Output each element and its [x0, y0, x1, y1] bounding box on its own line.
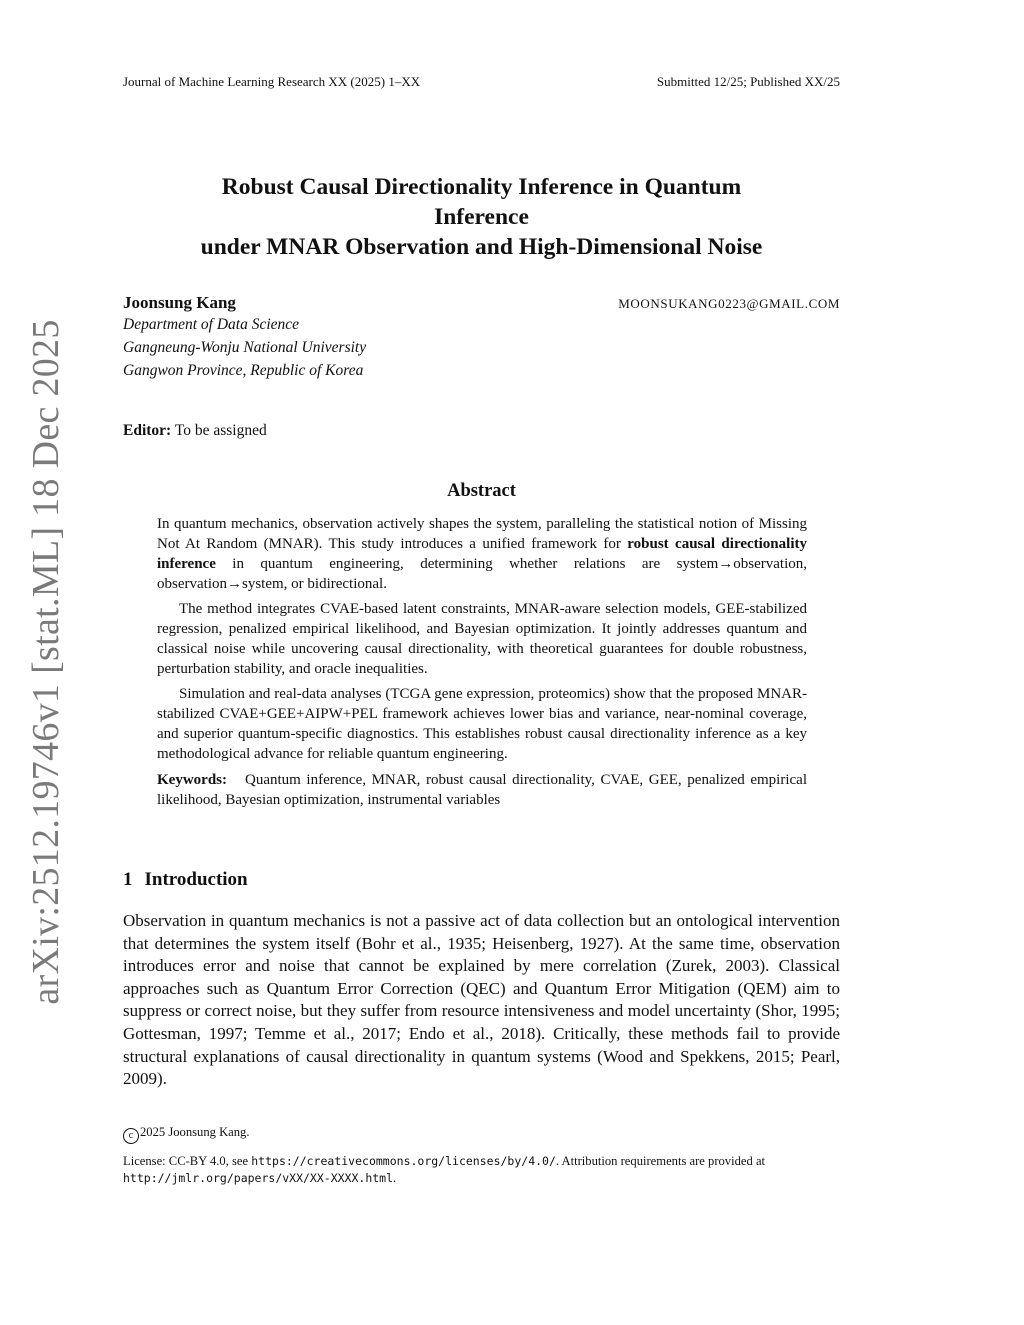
affiliation-university: Gangneung-Wonju National University: [123, 339, 367, 356]
introduction-paragraph: Observation in quantum mechanics is not a passive act of data collection but an ontological intervention that determines the system itself (Bohr et al., 1935; Heisenberg, 1927). At the same time, observation introduces error and noise that cannot be explained by mere correlation (Zurek, 2003). Classical approaches such as Quantum Error Correction (QEC) and Quantum Error Mitigation (QEM) aim to suppress or correct noise, but they suffer from resource intensiveness and model uncertainty (Shor, 1995; Gottesman, 1997; Temme et al., 2017; Endo et al., 2018). Critically, these methods fail to provide structural explanations of causal directionality in quantum systems (Wood and Spekkens, 2015; Pearl, 2009).: [123, 911, 840, 1089]
abstract-paragraph-3: Simulation and real-data analyses (TCGA gene expression, proteomics) show that the proposed MNAR-stabilized CVAE+GEE+AIPW+PEL framework achieves lower bias and variance, near-nominal coverage, and superior quantum-specific diagnostics. This establishes robust causal directionality inference as a key methodological advance for reliable quantum engineering.: [157, 686, 807, 762]
license-line: License: CC-BY 4.0, see https://creativecommons.org/licenses/by/4.0/. Attribution requirements are provided at http://jmlr.org/papers/vXX/XX-XXXX.html.: [123, 1154, 766, 1185]
paper-link[interactable]: http://jmlr.org/papers/vXX/XX-XXXX.html: [123, 1171, 394, 1185]
keywords: [157, 770, 807, 810]
running-header: [123, 74, 840, 90]
author-block: [123, 293, 840, 382]
affiliation-location: Gangwon Province, Republic of Korea: [123, 362, 364, 379]
abstract-emphasis: robust causal directionality inference: [157, 536, 807, 572]
title-line-1: Robust Causal Directionality Inference in Quantum: [221, 174, 742, 200]
title-line-3: under MNAR Observation and High-Dimensional Noise: [200, 234, 763, 260]
section-number: 1: [123, 869, 133, 890]
copyright-line: [123, 1124, 840, 1144]
submission-dates: Submitted 12/25; Published XX/25: [656, 74, 840, 89]
editor-label: Editor:: [123, 422, 172, 439]
copyright-icon: c: [123, 1128, 139, 1144]
editor-value: To be assigned: [174, 422, 267, 439]
section-title: Introduction: [144, 869, 248, 890]
editor-line: [123, 422, 267, 440]
keywords-list: Quantum inference, MNAR, robust causal directionality, CVAE, GEE, penalized empirical likelihood, Bayesian optimization, instrumental variables: [157, 772, 807, 808]
section-heading-introduction: [123, 869, 248, 891]
journal-citation: Journal of Machine Learning Research XX (2025) 1–XX: [123, 74, 421, 89]
author-email: MOONSUKANG0223@GMAIL.COM: [618, 296, 840, 311]
abstract-heading: Abstract: [447, 481, 516, 501]
abstract-paragraph-2: The method integrates CVAE-based latent constraints, MNAR-aware selection models, GEE-stabilized regression, penalized empirical likelihood, and Bayesian optimization. It jointly addresses quantum and classical noise while uncovering causal directionality, with theoretical guarantees for double robustness, perturbation stability, and oracle inequalities.: [157, 601, 807, 677]
arxiv-identifier-stamp: arXiv:2512.19746v1 [stat.ML] 18 Dec 2025: [25, 319, 67, 1005]
license-link[interactable]: https://creativecommons.org/licenses/by/4.0/: [251, 1154, 556, 1168]
copyright-text: 2025 Joonsung Kang.: [140, 1125, 250, 1139]
title-line-2: Inference: [434, 204, 529, 230]
paper-title: [123, 172, 840, 262]
author-name: Joonsung Kang: [123, 293, 236, 312]
copyright-footnote: [123, 1124, 840, 1187]
affiliation-department: Department of Data Science: [123, 316, 300, 333]
abstract-paragraph-1: In quantum mechanics, observation actively shapes the system, paralleling the statistical notion of Missing Not At Random (MNAR). This study introduces a unified framework for robust causal directionality inference in quantum engineering, determining whether relations are system→observation, observation→system, or bidirectional.: [157, 516, 807, 592]
keywords-label: Keywords:: [157, 772, 227, 788]
abstract-body: [157, 514, 807, 815]
